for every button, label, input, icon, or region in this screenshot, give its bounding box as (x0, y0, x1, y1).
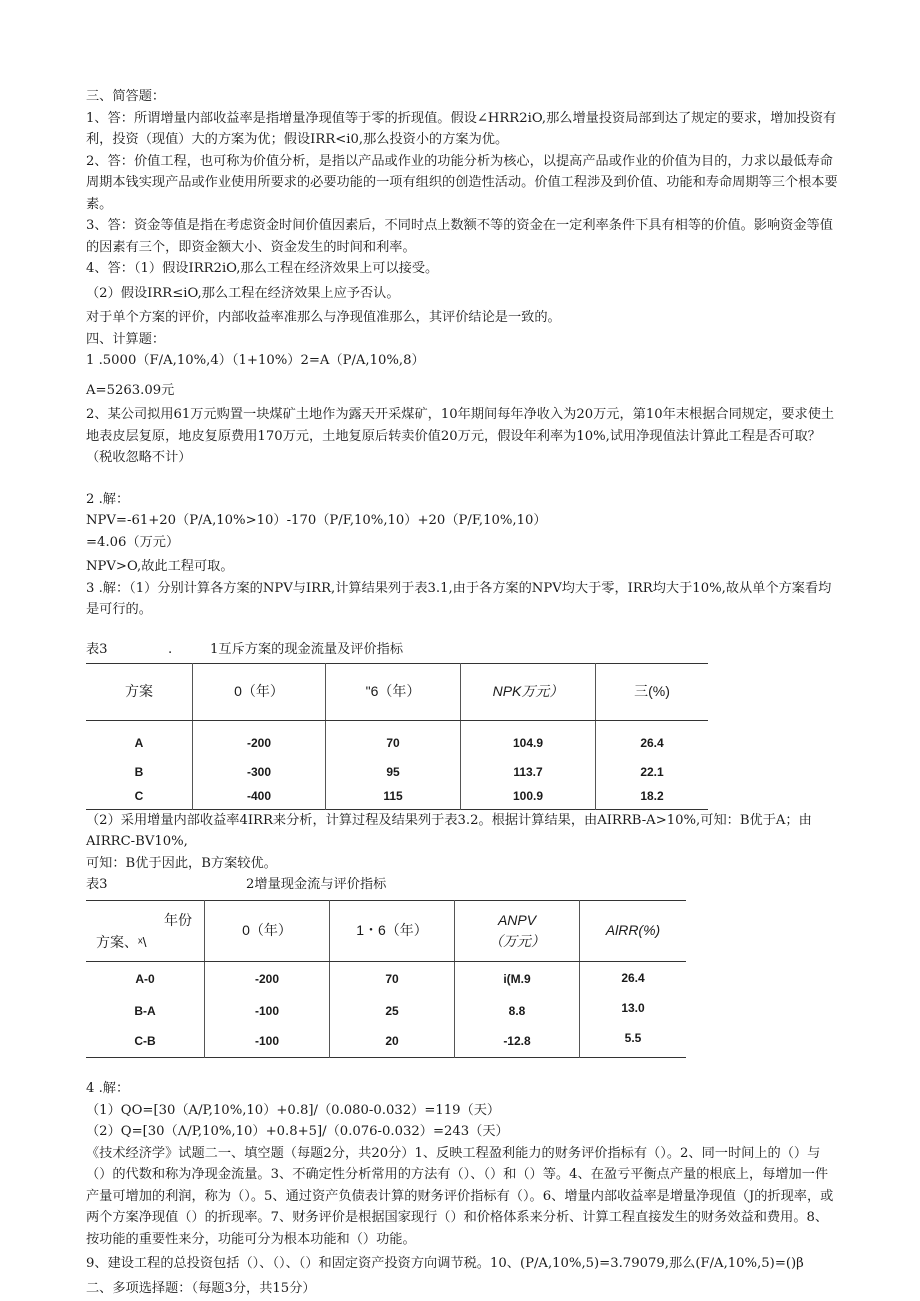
calc-2-equation: NPV=-61+20（P/A,10%>10）-170（P/F,10%,10）+20（P/F,10%,10） (86, 513, 547, 528)
table-cell: -100 (205, 997, 330, 1027)
table-2-header: AlRR(%) (580, 901, 687, 962)
table-1 (86, 663, 708, 810)
table-2 (86, 900, 686, 1058)
calc-3-text: 3 .解：（1）分别计算各方案的NPV与IRR,计算结果列于表3.1,由于各方案的NPV均大于零，IRR均大于10%,故从单个方案看均是可行的。 (86, 580, 832, 617)
table-2-header-row (86, 901, 686, 962)
table-cell: C-B (134, 1034, 156, 1049)
table-1-header: 方案 (86, 663, 193, 720)
calc-1-equation: 1 .5000（F/A,10%,4）（1+10%）2=A（P/A,10%,8） (86, 353, 425, 368)
table-2-caption (86, 874, 838, 896)
table-row (86, 785, 708, 810)
table-1-header: 三(%) (596, 663, 709, 720)
table-cell: 26.4 (596, 720, 709, 756)
table-cell: 8.8 (455, 997, 580, 1027)
table-row (86, 1027, 686, 1058)
table-cell: 70 (330, 962, 455, 998)
table-row (86, 756, 708, 785)
table-1-header: 0（年） (193, 663, 326, 720)
section-heading-short-answer: 三、简答题： (86, 89, 166, 104)
answer-4-part2: （2）假设IRR≤iO,那么工程在经济效果上应予否认。 (86, 285, 400, 301)
table-1-caption-title: 1互斥方案的现金流量及评价指标 (210, 641, 404, 657)
table-cell: 100.9 (461, 785, 596, 810)
table-row (86, 720, 708, 756)
table-cell: 22.1 (596, 756, 709, 785)
question-9-10: 9、建设工程的总投资包括（）、（）、（）和固定资产投资方向调节税。10、(P/A,10%,5)=3.79079,那么(F/A,10%,5)=()β (86, 1256, 804, 1271)
table-cell: -300 (193, 756, 326, 785)
table-cell: A-0 (135, 971, 155, 986)
table-cell: 18.2 (596, 785, 709, 810)
section-heading-calculation: 四、计算题： (86, 331, 166, 347)
answer-4-conclusion: 对于单个方案的评价，内部收益率准那么与净现值准那么，其评价结论是一致的。 (86, 310, 561, 325)
exam-2-fill-in-questions: 《技术经济学》试题二一、填空题（每题2分，共20分）1、反映工程盈利能力的财务评价指标有（）。2、同一时间上的（）与（）的代数和称为净现金流量。3、不确定性分析常用的方法有（）、（）和（）等。4、在盈亏平衡点产量的根底上，每增加一件产量可增加的利润，称为（）。5、通过资产负债表计算的财务评价指标有（）。6、增量内部收益率是增量净现值（J的折现率，或两个方案净现值（）的折现率。7、财务评价是根据国家现行（）和价格体系来分析、计算工程直接发生的财务效益和费用。8、按功能的重要性来分，功能可分为根本功能和（）功能。 (86, 1145, 834, 1247)
table-cell: -400 (193, 785, 326, 810)
table-cell: A (134, 735, 144, 750)
document-page (86, 86, 838, 1299)
table-1-header: NPK万元） (461, 663, 596, 720)
answer-4: 4、答：（1）假设IRR2iO,那么工程在经济效果上可以接受。 (86, 261, 439, 276)
calc-2-problem: 2、某公司拟用61万元购置一块煤矿土地作为露天开采煤矿，10年期间每年净收入为20万元，第10年末根据合同规定，要求使土地表皮层复原，地皮复原费用170万元，土地复原后转卖价值20万元，假设年利率为10%,试用净现值法计算此工程是否可取？（税收忽略不计） (86, 407, 835, 465)
table-cell: -200 (193, 720, 326, 756)
table-2-header: 1・6（年） (330, 901, 455, 962)
table-cell: B (134, 764, 144, 779)
table-2-corner (86, 901, 205, 962)
table-1-header: "6（年） (326, 663, 461, 720)
calc-1-result: A=5263.09元 (86, 382, 175, 398)
table-cell: 20 (330, 1027, 455, 1058)
incremental-analysis-text: （2）采用增量内部收益率4IRR来分析，计算过程及结果列于表3.2。根据计算结果，由AIRRB-A>10%,可知：B优于A；由AIRRC-BV10%, (86, 812, 812, 849)
table-cell: 95 (326, 756, 461, 785)
answer-1: 1、答：所谓增量内部收益率是指增量净现值等于零的折现值。假设∠HRR2iO,那么增量投资局部到达了规定的要求，增加投资有利，投资（现值）大的方案为优；假设IRR<i0,那么投资小的方案为优。 (86, 110, 837, 147)
section-heading-multiple-choice: 二、多项选择题：（每题3分，共15分） (86, 1280, 316, 1296)
table-row (86, 962, 686, 998)
table-1-caption-dot: . (168, 641, 173, 657)
table-cell: -100 (205, 1027, 330, 1058)
table-1-header-row (86, 663, 708, 720)
calc-2-label: 2 .解： (86, 491, 130, 507)
table-cell: 104.9 (461, 720, 596, 756)
table-2-caption-title: 2增量现金流与评价指标 (246, 877, 387, 892)
answer-3: 3、答：资金等值是指在考虑资金时间价值因素后，不同时点上数额不等的资金在一定利率条件下具有相等的价值。影响资金等值的因素有三个，即资金额大小、资金发生的时间和利率。 (86, 218, 833, 255)
calc-2-conclusion: NPV>O,故此工程可取。 (86, 559, 234, 574)
table-2-corner-year: 年份 (164, 912, 192, 928)
table-row (86, 997, 686, 1027)
table-cell: 5.5 (580, 1027, 687, 1058)
table-cell: 25 (330, 997, 455, 1027)
table-2-caption-number: 表3 (86, 877, 108, 892)
answer-2: 2、答：价值工程，也可称为价值分析，是指以产品或作业的功能分析为核心，以提高产品或作业的价值为目的，力求以最低寿命周期本钱实现产品或作业使用所要求的必要功能的一项有组织的创造性活动。价值工程涉及到价值、功能和寿命周期等三个根本要素。 (86, 153, 838, 212)
table-cell: 115 (326, 785, 461, 810)
table-2-header: ANPV （万元） (455, 901, 580, 962)
table-cell: C (134, 788, 144, 803)
table-1-caption-number: 表3 (86, 641, 108, 657)
calc-4-label: 4 .解： (86, 1081, 130, 1096)
table-cell: 70 (326, 720, 461, 756)
calc-4-part2: （2）Q=[30（Λ/P,10%,10）+0.8+5]/（0.076-0.032）=243（天） (86, 1124, 509, 1139)
table-cell: i(M.9 (455, 962, 580, 998)
table-2-header: 0（年） (205, 901, 330, 962)
table-cell: -200 (205, 962, 330, 998)
table-cell: 26.4 (580, 962, 687, 998)
table-cell: 13.0 (580, 997, 687, 1027)
table-2-corner-plan: 方案、ˣ\ (96, 934, 147, 950)
incremental-analysis-conclusion: 可知：B优于因此，B方案较优。 (86, 855, 277, 871)
table-cell: 113.7 (461, 756, 596, 785)
table-1-caption (86, 639, 838, 661)
calc-4-part1: （1）QO=[30（A/P,10%,10）+0.8]/（0.080-0.032）=119（天） (86, 1102, 501, 1118)
calc-2-value: =4.06（万元） (86, 534, 180, 550)
table-cell: -12.8 (455, 1027, 580, 1058)
table-cell: B-A (134, 1004, 156, 1019)
